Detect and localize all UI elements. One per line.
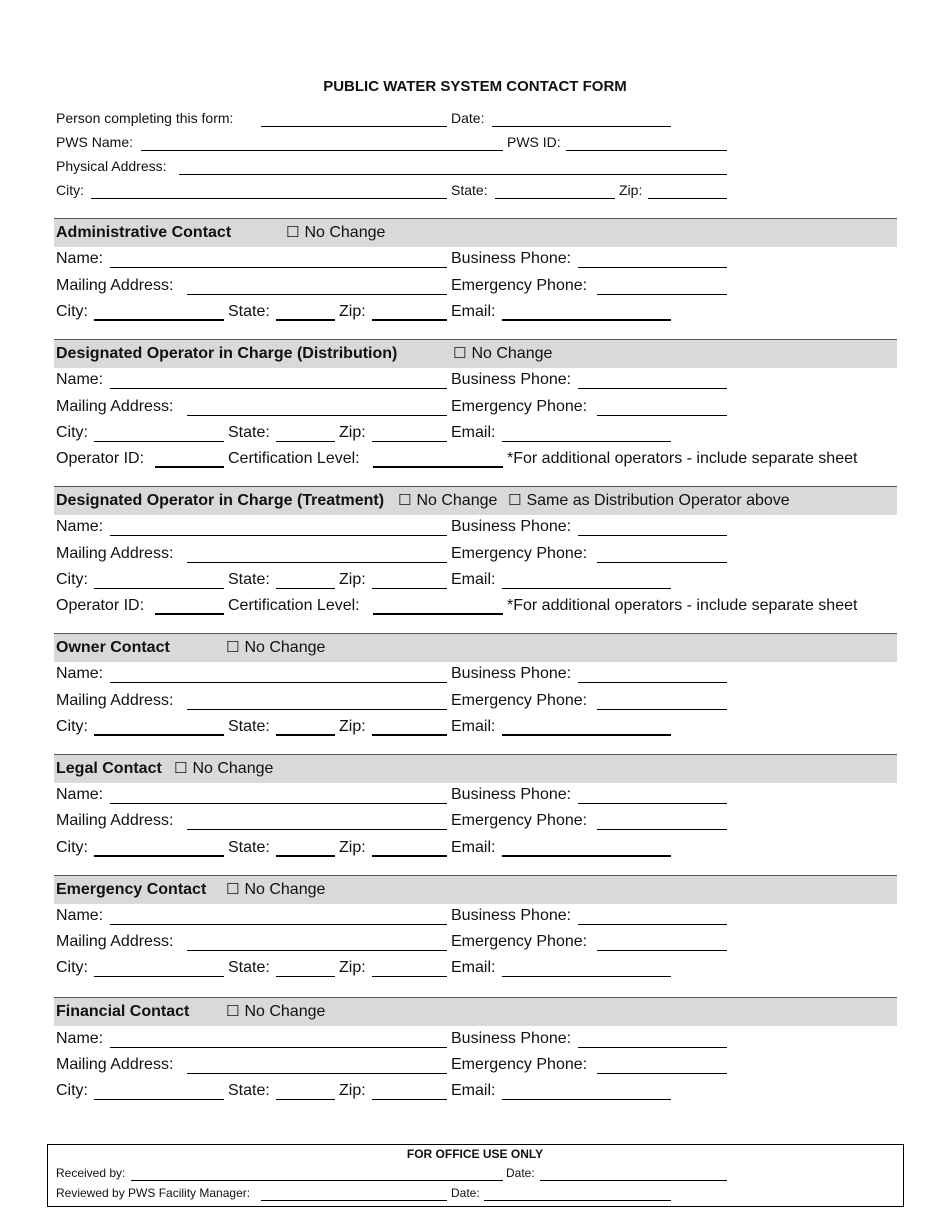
certification-level-label: Certification Level: — [228, 597, 360, 614]
person-completing-label: Person completing this form: — [56, 110, 234, 126]
emergency-phone-field[interactable] — [597, 415, 727, 416]
email-label: Email: — [451, 571, 496, 588]
operator-id-label: Operator ID: — [56, 450, 145, 467]
checkbox-icon: ☐ — [508, 491, 522, 509]
checkbox-icon: ☐ — [226, 638, 240, 656]
mailing-address-field[interactable] — [187, 562, 447, 563]
financial-no-change-checkbox[interactable]: ☐ No Change — [226, 1002, 326, 1020]
certification-level-field[interactable] — [373, 613, 503, 615]
zip-label: Zip: — [339, 959, 366, 976]
treatment-section-title: Designated Operator in Charge (Treatment) — [56, 492, 385, 509]
emergency-phone-label: Emergency Phone: — [451, 277, 588, 294]
zip-field[interactable] — [372, 441, 447, 442]
received-date-field[interactable] — [540, 1180, 727, 1181]
business-phone-field[interactable] — [578, 535, 727, 536]
emergency-phone-field[interactable] — [597, 562, 727, 563]
business-phone-field[interactable] — [578, 682, 727, 683]
emergency-phone-label: Emergency Phone: — [451, 398, 588, 415]
emergency-phone-label: Emergency Phone: — [451, 545, 588, 562]
mailing-address-label: Mailing Address: — [56, 545, 174, 562]
zip-field[interactable] — [372, 855, 447, 857]
state-field[interactable] — [276, 441, 335, 442]
emergency-phone-field[interactable] — [597, 950, 727, 951]
email-field[interactable] — [502, 976, 671, 977]
certification-level-label: Certification Level: — [228, 450, 360, 467]
mailing-address-field[interactable] — [187, 709, 447, 710]
state-label: State: — [228, 303, 270, 320]
city-field[interactable] — [94, 855, 224, 857]
header-zip-field[interactable] — [648, 198, 727, 199]
business-phone-field[interactable] — [578, 803, 727, 804]
zip-label: Zip: — [339, 571, 366, 588]
zip-field[interactable] — [372, 734, 447, 736]
person-completing-field[interactable] — [261, 126, 447, 127]
business-phone-label: Business Phone: — [451, 786, 572, 803]
emergency-phone-field[interactable] — [597, 294, 727, 295]
header-city-field[interactable] — [91, 198, 447, 199]
emergency-phone-field[interactable] — [597, 709, 727, 710]
name-label: Name: — [56, 518, 104, 535]
email-field[interactable] — [502, 441, 671, 442]
city-label: City: — [56, 839, 88, 856]
owner-no-change-checkbox[interactable]: ☐ No Change — [226, 638, 326, 656]
city-label: City: — [56, 303, 88, 320]
business-phone-field[interactable] — [578, 388, 727, 389]
mailing-address-field[interactable] — [187, 415, 447, 416]
state-label: State: — [228, 959, 270, 976]
emergency-phone-field[interactable] — [597, 829, 727, 830]
pws-id-field[interactable] — [566, 150, 727, 151]
state-field[interactable] — [276, 319, 335, 321]
reviewed-by-label: Reviewed by PWS Facility Manager: — [56, 1186, 251, 1200]
city-label: City: — [56, 718, 88, 735]
additional-operators-note: *For additional operators - include separate sheet — [507, 450, 858, 467]
business-phone-label: Business Phone: — [451, 371, 572, 388]
administrative-no-change-checkbox[interactable]: ☐ No Change — [286, 223, 386, 241]
physical-address-label: Physical Address: — [56, 158, 167, 174]
name-field[interactable] — [110, 1047, 447, 1048]
emergency-phone-label: Emergency Phone: — [451, 933, 588, 950]
city-label: City: — [56, 571, 88, 588]
checkbox-icon: ☐ — [174, 759, 188, 777]
business-phone-label: Business Phone: — [451, 250, 572, 267]
zip-label: Zip: — [339, 303, 366, 320]
administrative-section-title: Administrative Contact — [56, 224, 232, 241]
state-label: State: — [228, 839, 270, 856]
received-by-field[interactable] — [131, 1180, 503, 1181]
mailing-address-label: Mailing Address: — [56, 812, 174, 829]
business-phone-label: Business Phone: — [451, 907, 572, 924]
zip-field[interactable] — [372, 976, 447, 977]
zip-field[interactable] — [372, 588, 447, 589]
form-title: PUBLIC WATER SYSTEM CONTACT FORM — [323, 78, 627, 95]
state-label: State: — [228, 571, 270, 588]
name-label: Name: — [56, 907, 104, 924]
zip-label: Zip: — [339, 718, 366, 735]
distribution-section-title: Designated Operator in Charge (Distribution) — [56, 345, 398, 362]
legal-no-change-checkbox[interactable]: ☐ No Change — [174, 759, 274, 777]
name-label: Name: — [56, 371, 104, 388]
name-label: Name: — [56, 665, 104, 682]
email-label: Email: — [451, 424, 496, 441]
state-field[interactable] — [276, 976, 335, 977]
mailing-address-field[interactable] — [187, 1073, 447, 1074]
name-label: Name: — [56, 1030, 104, 1047]
owner-section-title: Owner Contact — [56, 639, 170, 656]
zip-label: Zip: — [339, 1082, 366, 1099]
city-field[interactable] — [94, 976, 224, 977]
city-field[interactable] — [94, 588, 224, 589]
zip-label: Zip: — [339, 839, 366, 856]
name-field[interactable] — [110, 267, 447, 268]
email-label: Email: — [451, 959, 496, 976]
checkbox-icon: ☐ — [286, 223, 300, 241]
same-as-distribution-checkbox[interactable]: ☐ Same as Distribution Operator above — [508, 491, 790, 509]
name-label: Name: — [56, 786, 104, 803]
treatment-no-change-checkbox[interactable]: ☐ No Change — [398, 491, 498, 509]
reviewed-date-label: Date: — [451, 1186, 480, 1200]
state-label: State: — [228, 424, 270, 441]
mailing-address-label: Mailing Address: — [56, 1056, 174, 1073]
mailing-address-field[interactable] — [187, 294, 447, 295]
email-field[interactable] — [502, 588, 671, 589]
operator-id-field[interactable] — [155, 466, 224, 468]
business-phone-label: Business Phone: — [451, 518, 572, 535]
received-by-label: Received by: — [56, 1166, 126, 1180]
state-field[interactable] — [276, 588, 335, 589]
emergency-no-change-checkbox[interactable]: ☐ No Change — [226, 880, 326, 898]
mailing-address-field[interactable] — [187, 950, 447, 951]
zip-label: Zip: — [339, 424, 366, 441]
name-field[interactable] — [110, 924, 447, 925]
reviewed-date-field[interactable] — [484, 1200, 671, 1201]
state-label: State: — [228, 1082, 270, 1099]
header-date-field[interactable] — [492, 126, 671, 127]
header-state-label: State: — [451, 182, 488, 198]
business-phone-label: Business Phone: — [451, 665, 572, 682]
email-field[interactable] — [502, 319, 671, 321]
zip-field[interactable] — [372, 319, 447, 321]
distribution-no-change-checkbox[interactable]: ☐ No Change — [453, 344, 553, 362]
checkbox-icon: ☐ — [453, 344, 467, 362]
header-date-label: Date: — [451, 110, 485, 126]
business-phone-field[interactable] — [578, 1047, 727, 1048]
state-label: State: — [228, 718, 270, 735]
business-phone-field[interactable] — [578, 267, 727, 268]
emergency-section-title: Emergency Contact — [56, 881, 207, 898]
checkbox-icon: ☐ — [398, 491, 412, 509]
operator-id-label: Operator ID: — [56, 597, 145, 614]
mailing-address-label: Mailing Address: — [56, 692, 174, 709]
city-field[interactable] — [94, 441, 224, 442]
business-phone-field[interactable] — [578, 924, 727, 925]
mailing-address-label: Mailing Address: — [56, 933, 174, 950]
mailing-address-label: Mailing Address: — [56, 398, 174, 415]
state-field[interactable] — [276, 855, 335, 857]
city-field[interactable] — [94, 1099, 224, 1100]
emergency-phone-label: Emergency Phone: — [451, 692, 588, 709]
emergency-phone-label: Emergency Phone: — [451, 812, 588, 829]
office-use-title: FOR OFFICE USE ONLY — [406, 1147, 544, 1161]
city-label: City: — [56, 424, 88, 441]
header-city-label: City: — [56, 182, 84, 198]
business-phone-label: Business Phone: — [451, 1030, 572, 1047]
city-field[interactable] — [94, 734, 224, 736]
email-label: Email: — [451, 303, 496, 320]
physical-address-field[interactable] — [179, 174, 727, 175]
reviewed-by-field[interactable] — [261, 1200, 447, 1201]
email-label: Email: — [451, 718, 496, 735]
name-label: Name: — [56, 250, 104, 267]
city-field[interactable] — [94, 319, 224, 321]
pws-id-label: PWS ID: — [507, 134, 561, 150]
emergency-phone-label: Emergency Phone: — [451, 1056, 588, 1073]
email-label: Email: — [451, 1082, 496, 1099]
received-date-label: Date: — [506, 1166, 535, 1180]
owner-section-header — [54, 633, 897, 662]
city-label: City: — [56, 959, 88, 976]
pws-name-field[interactable] — [141, 150, 503, 151]
header-zip-label: Zip: — [619, 182, 643, 198]
legal-section-title: Legal Contact — [56, 760, 162, 777]
city-label: City: — [56, 1082, 88, 1099]
state-field[interactable] — [276, 734, 335, 736]
financial-section-title: Financial Contact — [56, 1003, 190, 1020]
header-state-field[interactable] — [495, 198, 615, 199]
zip-field[interactable] — [372, 1099, 447, 1100]
checkbox-icon: ☐ — [226, 1002, 240, 1020]
pws-name-label: PWS Name: — [56, 134, 134, 150]
emergency-phone-field[interactable] — [597, 1073, 727, 1074]
additional-operators-note: *For additional operators - include separate sheet — [507, 597, 858, 614]
email-field[interactable] — [502, 734, 671, 736]
checkbox-icon: ☐ — [226, 880, 240, 898]
name-field[interactable] — [110, 535, 447, 536]
email-field[interactable] — [502, 855, 671, 857]
state-field[interactable] — [276, 1099, 335, 1100]
name-field[interactable] — [110, 803, 447, 804]
mailing-address-field[interactable] — [187, 829, 447, 830]
certification-level-field[interactable] — [373, 466, 503, 468]
email-field[interactable] — [502, 1099, 671, 1100]
name-field[interactable] — [110, 682, 447, 683]
name-field[interactable] — [110, 388, 447, 389]
email-label: Email: — [451, 839, 496, 856]
operator-id-field[interactable] — [155, 613, 224, 615]
mailing-address-label: Mailing Address: — [56, 277, 174, 294]
